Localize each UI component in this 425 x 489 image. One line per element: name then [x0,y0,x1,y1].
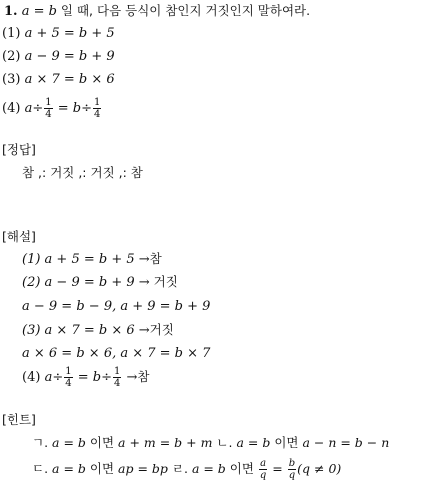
problem-condition: a = b [21,4,57,19]
item-mid: = b÷ [53,101,92,116]
explanation-line-5: a × 6 = b × 6, a × 7 = b × 7 [22,346,211,361]
hint-label-r: ㄹ. [167,461,188,476]
hint-line-2: ㄷ. a = b 이면 ap = bp ㄹ. a = b 이면 $\frac{a}{q}$ = $\frac{b}{q}$ (q ≠ 0) [32,458,342,481]
hint-label-d: ㄷ. [32,461,49,476]
fraction: $\frac{1}{4}$ [65,366,72,389]
answer-text: 참 ,: 거짓 ,: 거짓 ,: 참 [22,165,143,180]
fraction: $\frac{1}{4}$ [93,97,101,120]
problem-text: 일 때, 다음 등식이 참인지 거짓인지 말하여라. [56,3,311,18]
problem-item-4 [2,96,102,122]
hint-line-1: ㄱ. a = b 이면 a + m = b + m ㄴ. a = b 이면 a − n = b − n [32,435,390,450]
fraction: $\frac{a}{q}$ [259,458,267,481]
explanation-line-4: (3) a × 7 = b × 6 →거짓 [22,322,174,338]
item-label: (3) [2,72,21,87]
fraction: $\frac{1}{4}$ [45,97,52,120]
item-expr: a + 5 = b + 5 [24,26,115,41]
problem-statement [4,3,310,20]
hint-label-g: ㄱ. [32,435,49,450]
item-expr: a − 9 = b + 9 [24,49,115,64]
explanation-line-2: (2) a − 9 = b + 9 → 거짓 [22,274,178,290]
problem-item-2 [2,49,115,65]
problem-item-1 [2,26,115,42]
problem-item-3 [2,72,115,88]
hint-label-n: ㄴ. [212,435,233,450]
explanation-line-3: a − 9 = b − 9, a + 9 = b + 9 [22,299,211,314]
problem-number: 1. [4,4,18,19]
fraction: $\frac{b}{q}$ [288,458,296,481]
explanation-line-1: (1) a + 5 = b + 5 →참 [22,251,162,267]
explanation-line-6: (4) a÷ $\frac{1}{4}$ = b÷ $\frac{1}{4}$ →참 [22,366,150,389]
item-expr: a × 7 = b × 6 [24,72,115,87]
answer-header: [정답] [2,142,36,157]
explanation-header: [해설] [2,229,36,244]
item-label: (1) [2,26,21,41]
item-label: (2) [2,49,21,64]
fraction: $\frac{1}{4}$ [113,366,121,389]
item-label: (4) [2,101,21,116]
hint-header: [힌트] [2,412,36,427]
item-left: a÷ [24,101,44,116]
